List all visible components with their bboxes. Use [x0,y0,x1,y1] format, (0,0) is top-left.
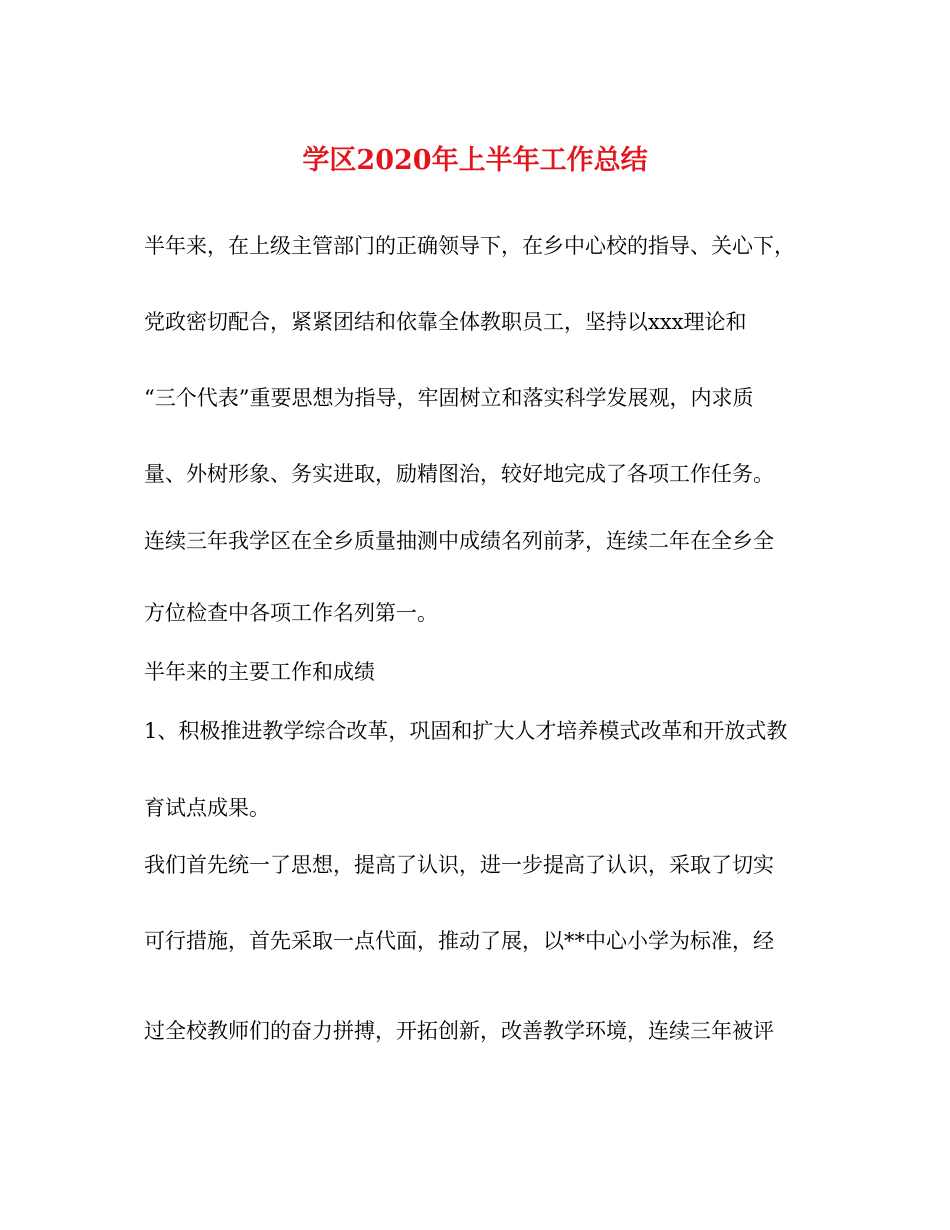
section-heading: 半年来的主要工作和成绩 [144,660,375,684]
body-line: 半年来，在上级主管部门的正确领导下，在乡中心校的指导、关心下， [144,234,795,258]
body-line: 过全校教师们的奋力拼搏，开拓创新，改善教学环境，连续三年被评 [144,1019,774,1043]
body-line: 方位检查中各项工作名列第一。 [144,601,438,625]
body-line: “三个代表”重要思想为指导，牢固树立和落实科学发展观，内求质 [144,386,754,410]
body-line: 我们首先统一了思想，提高了认识，进一步提高了认识，采取了切实 [144,853,774,877]
body-line: 党政密切配合，紧紧团结和依靠全体教职员工，坚持以xxx理论和 [144,310,747,334]
body-line: 可行措施，首先采取一点代面，推动了展，以**中心小学为标准，经 [144,929,774,953]
body-line: 连续三年我学区在全乡质量抽测中成绩名列前茅，连续二年在全乡全 [144,529,774,553]
body-line: 1、积极推进教学综合改革，巩固和扩大人才培养模式改革和开放式教 [144,719,788,743]
document-title: 学区2020年上半年工作总结 [302,145,648,176]
body-line: 育试点成果。 [144,796,270,820]
body-line: 量、外树形象、务实进取，励精图治，较好地完成了各项工作任务。 [144,462,774,486]
